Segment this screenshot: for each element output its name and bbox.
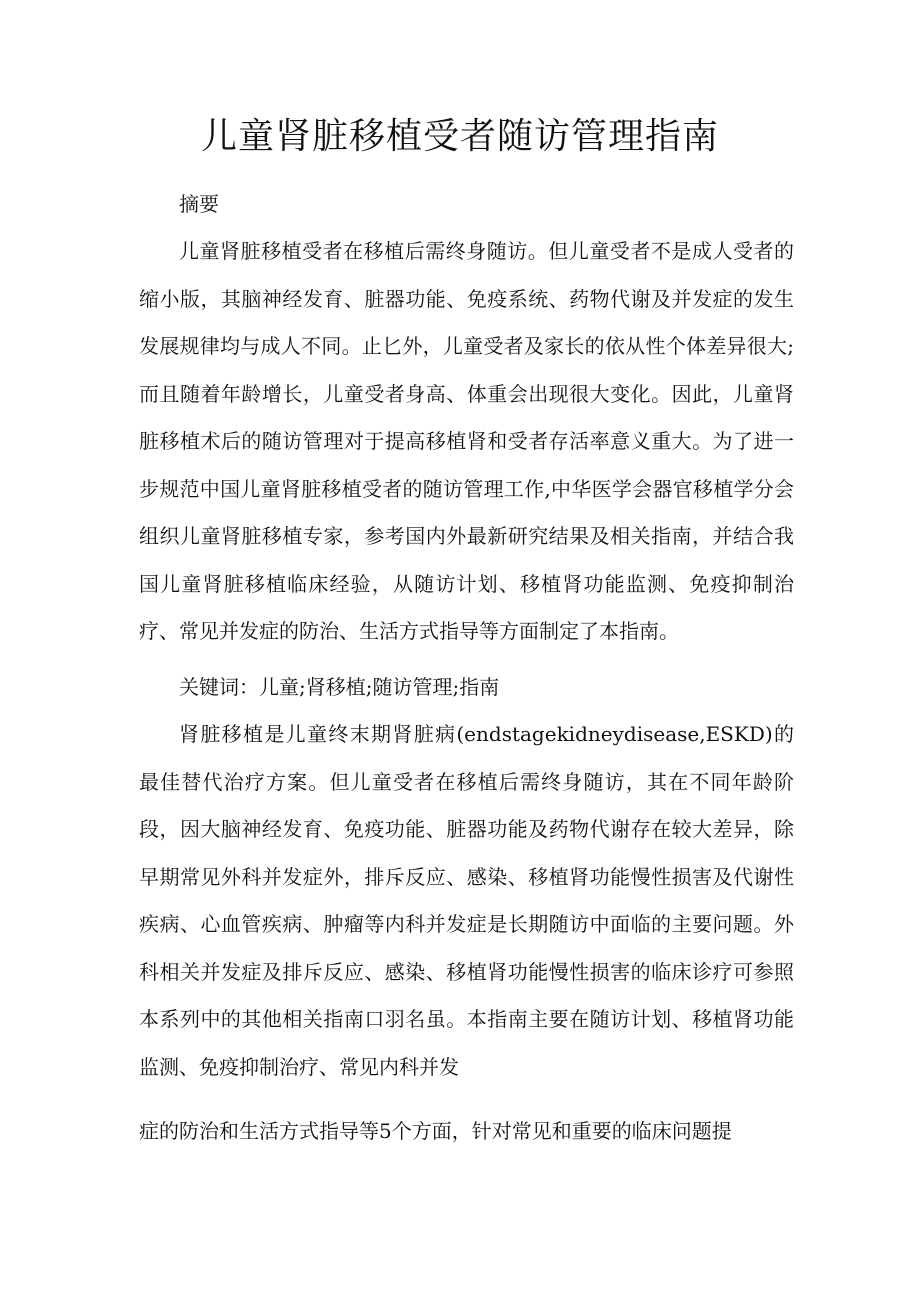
keywords-line: 关键词：儿童;肾移植;随访管理;指南 xyxy=(179,675,500,699)
abstract-heading: 摘要 xyxy=(179,192,219,216)
document-title: 儿童肾脏移植受者随访管理指南 xyxy=(200,116,719,157)
abstract-paragraph: 儿童肾脏移植受者在移植后需终身随访。但儿童受者不是成人受者的缩小版，其脑神经发育、脏器功能、免疫系统、药物代谢及并发症的发生发展规律均与成人不同。止匕外，儿童受者及家长的依从性个体差异很大;而且随着年龄增长，儿童受者身高、体重会出现很大变化。因此，儿童肾脏移植术后的随访管理对于提高移植肾和受者存活率意义重大。为了进一步规范中国儿童肾脏移植受者的随访管理工作,中华医学会器官移植学分会组织儿童肾脏移植专家，参考国内外最新研究结果及相关指南，并结合我国儿童肾脏移植临床经验，从随访计划、移植肾功能监测、免疫抑制治疗、常见并发症的防治、生活方式指导等方面制定了本指南。 xyxy=(139,239,794,643)
continuation-line: 症的防治和生活方式指导等5个方面，针对常见和重要的临床问题提 xyxy=(139,1119,732,1143)
intro-paragraph: 肾脏移植是儿童终末期肾脏病(endstagekidneydisease,ESKD)的最佳替代治疗方案。但儿童受者在移植后需终身随访，其在不同年龄阶段，因大脑神经发育、免疫功能、脏器功能及药物代谢存在较大差异，除早期常见外科并发症外，排斥反应、感染、移植肾功能慢性损害及代谢性疾病、心血管疾病、肿瘤等内科并发症是长期随访中面临的主要问题。外科相关并发症及排斥反应、感染、移植肾功能慢性损害的临床诊疗可参照本系列中的其他相关指南口羽名虽。本指南主要在随访计划、移植肾功能监测、免疫抑制治疗、常见内科并发 xyxy=(139,722,794,1079)
